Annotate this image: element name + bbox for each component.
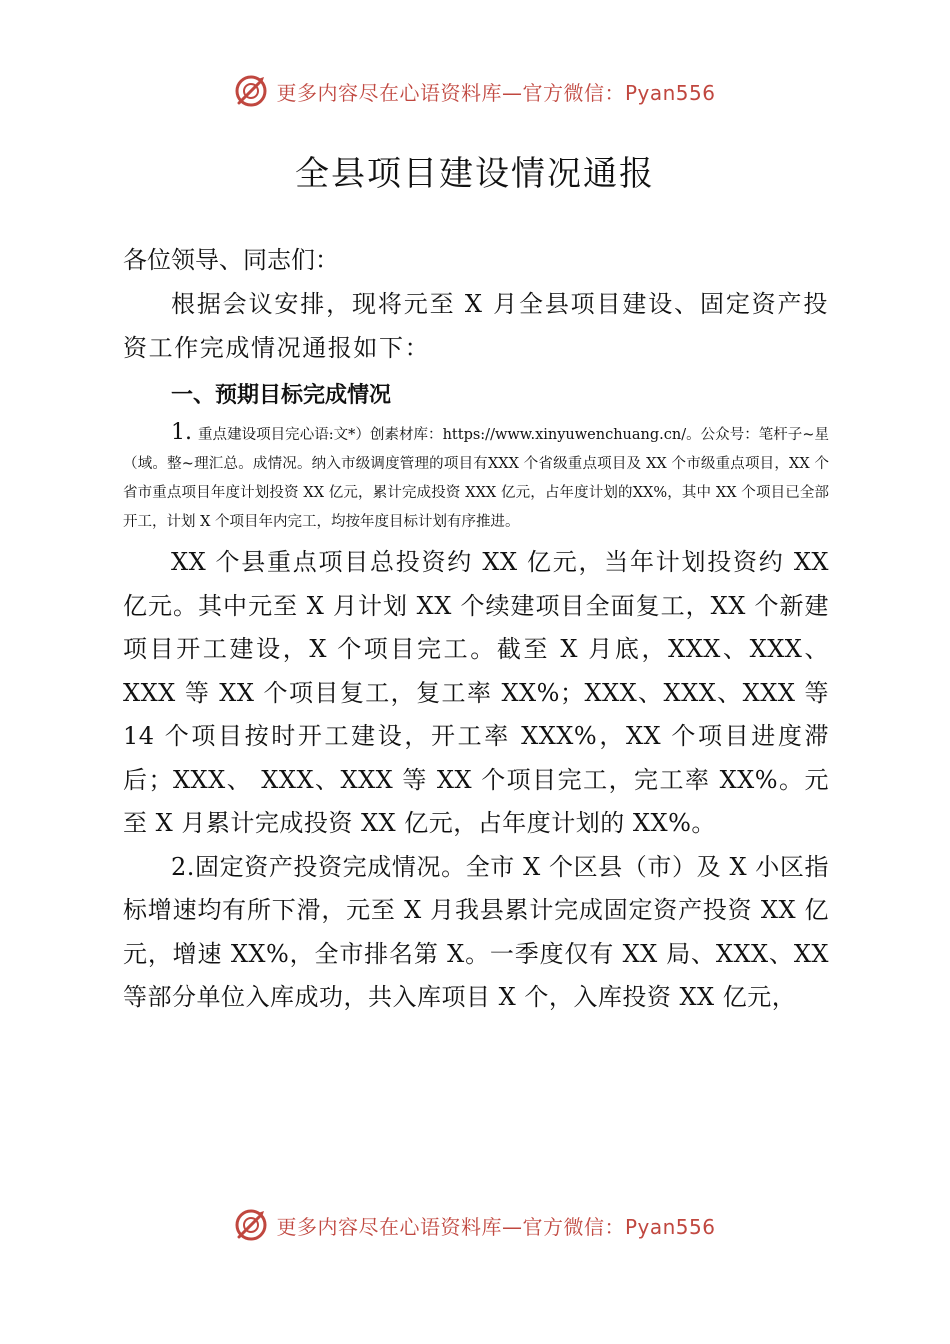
watermark-text: 更多内容尽在心语资料库—官方微信：Pyan556 <box>276 1214 716 1239</box>
greeting: 各位领导、同志们： <box>123 246 339 274</box>
document-title: 全县项目建设情况通报 <box>295 154 655 194</box>
fixed-asset-paragraph: 2.固定资产投资完成情况。全市 X 个区县（市）及 X 小区指标增速均有所下滑，元至 X 月我县累计完成固定资产投资 XX 亿元，增速 XX%，全市排名第 X。一季度仅有 XX 局、XXX、XX 等部分单位入库成功，共入库项目 X 个，入库投资 XX 亿元， <box>123 852 829 1011</box>
item-1-number: 1. <box>171 420 192 445</box>
section-heading: 一、预期目标完成情况 <box>171 383 392 408</box>
watermark-footer <box>0 1208 950 1242</box>
watermark-text: 更多内容尽在心语资料库—官方微信：Pyan556 <box>276 80 716 105</box>
project-summary-paragraph: XX 个县重点项目总投资约 XX 亿元，当年计划投资约 XX 亿元。其中元至 X 月计划 XX 个续建项目全面复工，XX 个新建项目开工建设，X 个项目完工。截至 X 月底，XXX、XXX、XXX 等 XX 个项目复工，复工率 XX%；XXX、XXX、XXX 等 14 个项目按时开工建设，开工率 XXX%，XX 个项目进度滞后；XXX、 XXX、XXX 等 XX 个项目完工，完工率 XX%。元至 X 月累计完成投资 XX 亿元，占年度计划的 XX%。 <box>123 548 829 837</box>
item-1-text: 重点建设项目完心语:文*）创素材库：https://www.xinyuwenchuang.cn/。公众号：笔杆子~星（域。整~理汇总。成情况。纳入市级调度管理的项目有XXX 个省级重点项目及 XX 个市级重点项目，XX 个省市重点项目年度计划投资 XX 亿元，累计完成投资 XXX 亿元，占年度计划的XX%，其中 XX 个项目已全部开工，计划 X 个项目年内完工，均按年度目标计划有序推进。 <box>123 427 829 530</box>
item-1-paragraph <box>123 418 829 537</box>
document-body <box>123 238 829 1020</box>
pen-circle-logo-icon <box>234 74 268 108</box>
pen-circle-logo-icon <box>234 1208 268 1242</box>
watermark-header <box>0 74 950 108</box>
intro-paragraph: 根据会议安排，现将元至 X 月全县项目建设、固定资产投资工作完成情况通报如下： <box>123 290 829 362</box>
